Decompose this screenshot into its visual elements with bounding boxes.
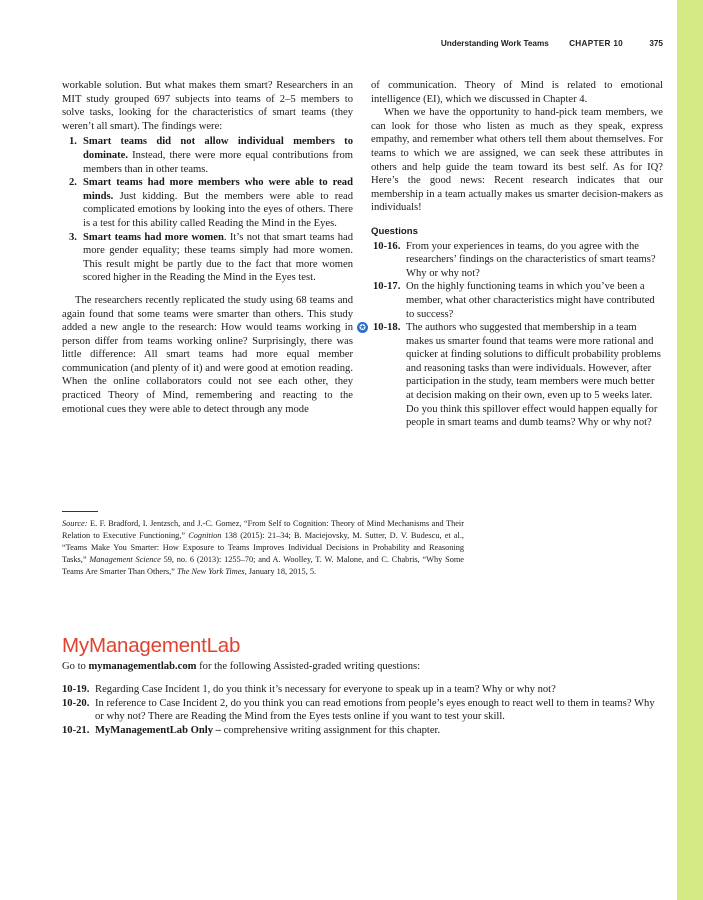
question-item: 10-17. On the highly functioning teams in which you’ve been a member, what other characteristics might have contributed to success?: [373, 281, 655, 320]
mml-link[interactable]: mymanagementlab.com: [88, 661, 197, 672]
mml-questions: [62, 683, 662, 737]
left-column: [62, 79, 353, 416]
body-paragraph: The researchers recently replicated the study using 68 teams and again found that some teams were smarter than others. This study added a new angle to the research: How would teams working in person differ from teams working online? Surprisingly, there was little difference: All smart teams had more equal member communication (and plenty of it) and were good at emotion reading. When the online collaborators could not see each other, they practiced Theory of Mind, remembering and reacting to the emotional cues they were able to detect through any mode: [62, 294, 353, 415]
list-item: 1. Smart teams did not allow individual members to dominate. Instead, there were more equal contributions from members than in other teams.: [69, 136, 353, 175]
list-item: 10-19. Regarding Case Incident 1, do you think it’s necessary for everyone to speak up in a team? Why or why not?: [62, 684, 556, 695]
page-number: 375: [649, 39, 663, 48]
intro-paragraph: workable solution. But what makes them smart? Researchers in an MIT study grouped 697 subjects into teams of 2–5 members to solve tasks, looking for the characteristics of smart teams (they weren’t all smart). The findings were:: [62, 80, 353, 132]
star-icon: ✪: [357, 322, 368, 333]
list-item: 10-21. MyManagementLab Only – comprehensive writing assignment for this chapter.: [62, 724, 441, 736]
right-column: [359, 79, 663, 430]
running-header: [380, 39, 663, 48]
body-paragraph: of communication. Theory of Mind is related to emotional intelligence (EI), which we discussed in Chapter 4.: [371, 80, 663, 105]
section-title: Understanding Work Teams: [440, 39, 549, 48]
source-note: Source: E. F. Bradford, I. Jentzsch, and J.-C. Gomez, “From Self to Cognition: Theory of Mind Mechanisms and Their Relation to Executive Functioning,” Cognition 138 (2015): 21–34; B. Maciejovsky, M. Sutter, D. V. Budescu, et al., “Teams Make You Smarter: How Exposure to Teams Improves Individual Decisions in Probability and Reasoning Tasks,” Management Science 59, no. 6 (2013): 1255–70; and A. Woolley, T. W. Malone, and C. Chabris, “Why Some Teams Are Smarter Than Others,” The New York Times, January 18, 2015, 5.: [62, 519, 464, 577]
mymanagementlab-logo: MyManagementLab: [62, 634, 241, 657]
chapter-label: CHAPTER 10: [569, 39, 624, 48]
question-item: ✪ 10-18. The authors who suggested that membership in a team makes us smarter found that teams were more rational and quicker at finding solutions to difficult probability problems and reasoning tasks than were individuals. However, after participation in the study, team members were much better at decision making on their own, even up to 5 weeks later. Do you think this spillover effect would happen equally for people in smart teams and dumb teams? Why or why not?: [371, 321, 663, 430]
list-item: 3. Smart teams had more women. It’s not that smart teams had more gender equality; these teams simply had more women. This result might be partly due to the fact that more women scored higher in the Reading the Mind in the Eyes test.: [69, 231, 353, 284]
findings-list: [62, 135, 353, 285]
questions-heading: Questions: [371, 225, 418, 237]
body-paragraph: When we have the opportunity to hand-pick team members, we can look for those who listen as much as they speak, express empathy, and remember what others tell them about themselves. For teams to which we are assigned, we can seek these attributes in others and help guide the team toward its best self. As for IQ? Here’s the good news: Recent research indicates that our membership in a team actually makes us smarter decision-makers as individuals!: [371, 107, 663, 214]
question-item: 10-16. From your experiences in teams, do you agree with the researchers’ findings on the characteristics of smart teams? Why or why not?: [373, 240, 656, 279]
footnote-rule: [62, 511, 98, 512]
list-item: 2. Smart teams had more members who were able to read minds. Just kidding. But the members were able to read complicated emotions by looking into the eyes of others. There is a test for this ability called Reading the Mind in the Eyes.: [69, 177, 353, 229]
chapter-color-tab: [677, 0, 703, 900]
mml-intro: Go to mymanagementlab.com for the following Assisted-graded writing questions:: [62, 661, 421, 672]
list-item: 10-20. In reference to Case Incident 2, do you think you can read emotions from people’s eyes enough to react well to them in teams? Why or why not? There are Reading the Mind from the Eyes tests online if you want to test your skill.: [62, 697, 655, 723]
